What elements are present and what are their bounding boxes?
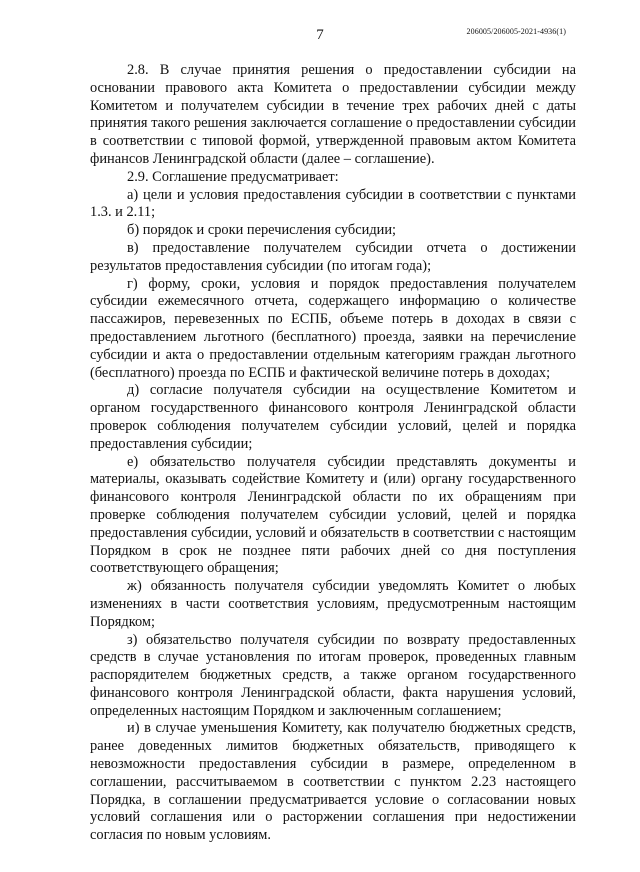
body-text — [90, 62, 576, 845]
paragraph-2-9: 2.9. Соглашение предусматривает: — [127, 168, 339, 185]
list-item-e: е) обязательство получателя субсидии представлять документы и материалы, оказывать содействие Комитету и (или) органу государственного финансового контроля Ленинградской области по их обращениям при проверке соблюдения получателем субсидии условий, целей и порядка предоставления субсидии, условий и обязательств в соответствии с настоящим Порядком в срок не позднее пяти рабочих дней со дня поступления соответствующего обращения; — [90, 453, 576, 577]
list-item-zh: ж) обязанность получателя субсидии уведомлять Комитет о любых изменениях в части соответствия условиям, предусмотренным настоящим Порядком; — [90, 578, 576, 630]
list-item-d: д) согласие получателя субсидии на осуществление Комитетом и органом государственного финансового контроля Ленинградской области проверок соблюдения получателем субсидии условий, целей и порядка предоставления субсидии; — [90, 382, 576, 452]
list-item-b: б) порядок и сроки перечисления субсидии; — [127, 222, 397, 239]
page-number: 7 — [316, 27, 324, 43]
document-number: 206005/206005-2021-4936(1) — [466, 27, 566, 36]
list-item-i: и) в случае уменьшения Комитету, как получателю бюджетных средств, ранее доведенных лимитов бюджетных обязательств, приводящего к невозможности предоставления субсидии в размере, определенном в соглашении, рассчитываемом в соответствии с пунктом 2.23 настоящего Порядка, в соглашении предусматривается условие о согласовании новых условий соглашения или о расторжении соглашения при недостижении согласия по новым условиям. — [90, 720, 576, 844]
paragraph-2-8: 2.8. В случае принятия решения о предоставлении субсидии на основании правового акта Комитета о предоставлении субсидии между Комитетом и получателем субсидии в течение трех рабочих дней с даты принятия такого решения заключается соглашение о предоставлении субсидии в соответствии с типовой формой, утвержденной правовым актом Комитета финансов Ленинградской области (далее – соглашение). — [90, 62, 576, 167]
list-item-v: в) предоставление получателем субсидии отчета о достижении результатов предоставления субсидии (по итогам года); — [90, 239, 576, 274]
list-item-g: г) форму, сроки, условия и порядок предоставления получателем субсидии ежемесячного отчета, содержащего информацию о количестве пассажиров, перевезенных по ЕСПБ, объеме потерь в доходах в связи с предоставлением льготного (бесплатного) проезда, заявки на перечисление субсидии и акта о предоставлении отдельным категориям граждан льготного (бесплатного) проезда по ЕСПБ и фактической величине потерь в доходах; — [90, 275, 576, 381]
list-item-a: а) цели и условия предоставления субсидии в соответствии с пунктами 1.3. и 2.11; — [90, 186, 576, 221]
list-item-z: з) обязательство получателя субсидии по возврату предоставленных средств в случае установления по итогам проверок, проведенных главным распорядителем бюджетных средств, а также органом государственного финансового контроля Ленинградской области, факта нарушения условий, определенных настоящим Порядком и заключенным соглашением; — [90, 631, 576, 719]
